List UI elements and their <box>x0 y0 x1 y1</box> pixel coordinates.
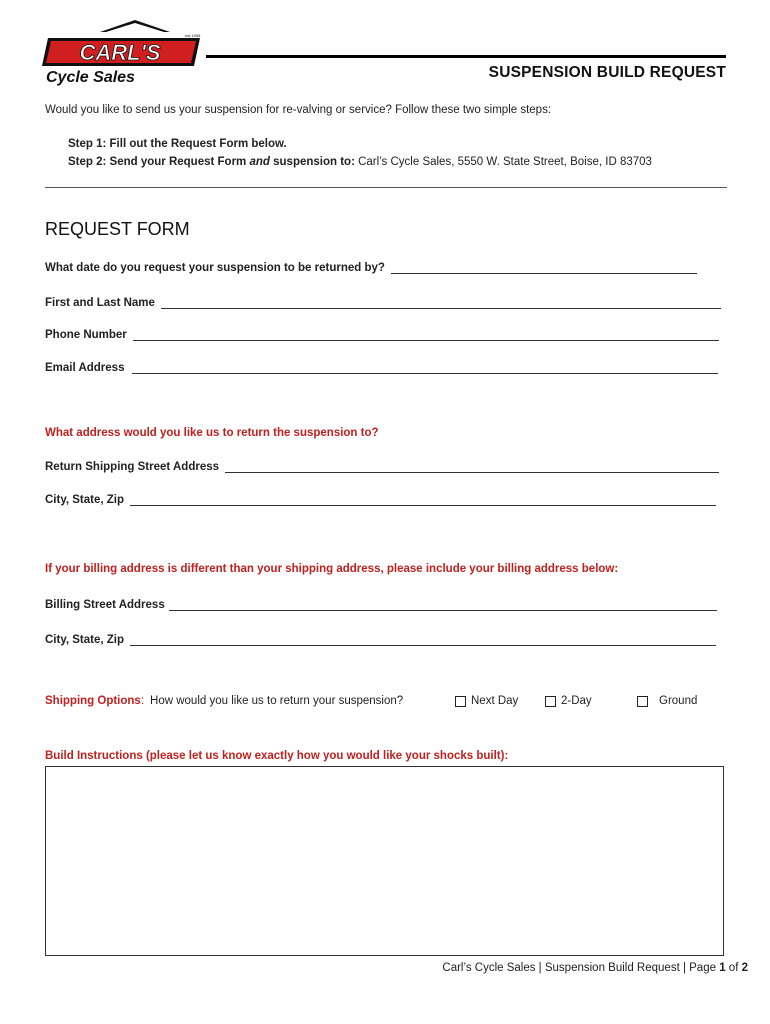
billing-street-input[interactable] <box>169 598 717 611</box>
billing-city-input[interactable] <box>130 633 716 646</box>
return-street-input[interactable] <box>225 460 719 473</box>
shipping-options-label: Shipping Options <box>45 695 141 707</box>
return-date-input[interactable] <box>391 261 697 274</box>
checkbox-icon[interactable] <box>545 696 556 707</box>
phone-label: Phone Number <box>45 329 127 341</box>
svg-text:est.1958: est.1958 <box>185 33 201 38</box>
email-field <box>45 361 718 374</box>
option-ground[interactable]: Ground <box>637 695 697 707</box>
section-divider <box>45 187 727 188</box>
build-instructions-label: Build Instructions (please let us know exactly how you would like your shocks built): <box>45 750 509 762</box>
page-title: SUSPENSION BUILD REQUEST <box>488 64 726 81</box>
return-date-field <box>45 261 697 274</box>
billing-street-field <box>45 598 717 611</box>
email-label: Email Address <box>45 362 125 374</box>
svg-text:CARL'S: CARL'S <box>79 40 161 65</box>
svg-text:Cycle Sales: Cycle Sales <box>46 69 135 86</box>
shipping-options: Shipping Options : How would you like us to return your suspension? <box>45 695 404 707</box>
name-field <box>45 296 721 309</box>
name-label: First and Last Name <box>45 297 155 309</box>
billing-street-label: Billing Street Address <box>45 599 165 611</box>
name-input[interactable] <box>161 296 721 309</box>
return-address-heading: What address would you like us to return the suspension to? <box>45 427 379 439</box>
return-city-field <box>45 493 716 506</box>
checkbox-icon[interactable] <box>455 696 466 707</box>
page-footer: Carl’s Cycle Sales | Suspension Build Request | Page 1 of 2 <box>442 962 748 974</box>
step-1: Step 1: Fill out the Request Form below. <box>68 138 287 150</box>
return-date-label: What date do you request your suspension to be returned by? <box>45 262 385 274</box>
option-next-day[interactable]: Next Day <box>455 695 518 707</box>
phone-field <box>45 328 719 341</box>
request-form-heading: REQUEST FORM <box>45 219 190 239</box>
checkbox-icon[interactable] <box>637 696 648 707</box>
billing-city-label: City, State, Zip <box>45 634 125 646</box>
carls-cycle-sales-logo <box>40 18 208 88</box>
shipping-question: How would you like us to return your suspension? <box>150 695 404 707</box>
return-street-field <box>45 460 719 473</box>
return-city-input[interactable] <box>130 493 716 506</box>
return-city-label: City, State, Zip <box>45 494 125 506</box>
option-2-day[interactable]: 2-Day <box>545 695 592 707</box>
phone-input[interactable] <box>133 328 719 341</box>
step-2: Step 2: Send your Request Form and suspension to: Carl’s Cycle Sales, 5550 W. State Street, Boise, ID 83703 <box>68 156 652 168</box>
return-street-label: Return Shipping Street Address <box>45 461 220 473</box>
email-input[interactable] <box>132 361 718 374</box>
build-instructions-box[interactable] <box>45 766 724 956</box>
header-rule <box>206 55 726 58</box>
intro-text: Would you like to send us your suspension for re-valving or service? Follow these two simple steps: <box>45 104 552 116</box>
billing-city-field <box>45 633 716 646</box>
billing-heading: If your billing address is different than your shipping address, please include your billing address below: <box>45 563 619 575</box>
